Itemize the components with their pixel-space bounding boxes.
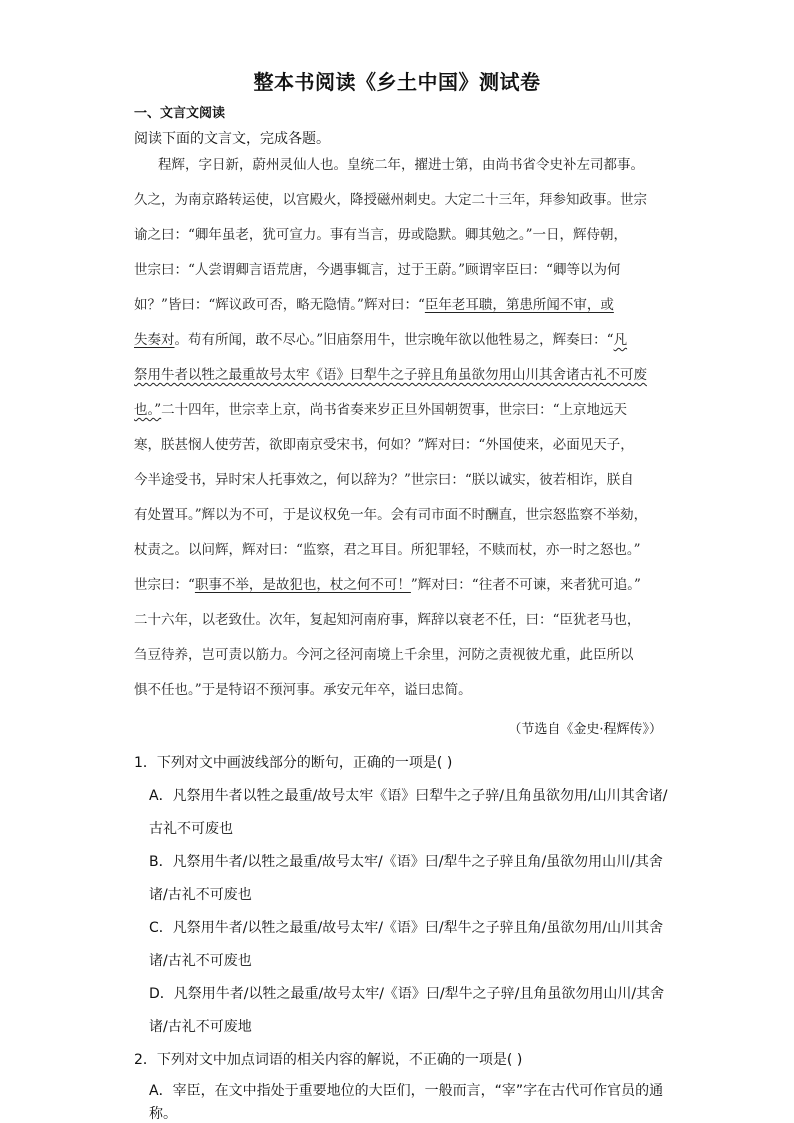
passage-line: 二十六年，以老致仕。次年，复起知河南府事，辉辞以衰老不任，曰：“臣犹老马也， [134,612,641,628]
passage-line: 久之，为南京路转运使，以宫殿火，降授磁州刺史。大定二十三年，拜参知政事。世宗 [134,192,647,208]
passage-line: 谕之曰：“卿年虽老，犹可宣力。事有当言，毋或隐默。卿其勉之。”一日，辉侍朝， [134,227,628,243]
passage-line: 惧不任也。”于是特诏不预河事。承安元年卒，谥曰忠简。 [134,682,472,698]
question-2-option-a[interactable]: A．宰臣，在文中指处于重要地位的大臣们，一般而言，“宰”字在古代可作官员的通 [149,1083,664,1099]
question-1-stem: 1．下列对文中画波线部分的断句，正确的一项是( ) [134,755,453,771]
passage-source: （节选自《金史·程辉传》） [508,722,662,737]
passage-line: 程辉，字日新，蔚州灵仙人也。皇统二年，擢进士第，由尚书省令史补左司都事。 [158,157,644,173]
instruction-text: 阅读下面的文言文，完成各题。 [134,131,330,147]
question-1-option-a[interactable]: A．凡祭用牛者以牲之最重/故号太牢《语》曰犁牛之子骍/且角虽欲勿用/山川其舍诸/ [149,788,668,804]
passage-line: 世宗曰：“人尝谓卿言语荒唐，今遇事辄言，过于王蔚。”顾谓宰臣曰：“卿等以为何 [134,262,621,278]
question-2-option-a-cont: 称。 [149,1106,177,1122]
passage-text: 。苟有所闻，敢不尽心。”旧庙祭用牛，世宗晚年欲以他牲易之，辉奏曰：“ [174,332,614,348]
question-1-option-a-cont: 古礼不可废也 [149,821,233,837]
question-2-stem: 2．下列对文中加点词语的相关内容的解说，不正确的一项是( ) [134,1052,523,1068]
passage-text: 如？”皆曰：“辉议政可否，略无隐情。”辉对曰：“ [134,297,425,313]
question-1-option-d[interactable]: D．凡祭用牛者/以牲之最重/故号太牢/《语》曰/犁牛之子骍/且角虽欲勿用山川/其舍 [149,986,665,1002]
question-1-option-b-cont: 诸/古礼不可废也 [149,887,252,903]
question-1-option-d-cont: 诸/古礼不可废地 [149,1019,252,1035]
page-title: 整本书阅读《乡土中国》测试卷 [253,70,541,94]
wavy-underlined-text: 凡 [613,332,628,348]
underlined-sentence: 职事不举，是故犯也，杖之何不可！ [194,577,411,593]
wavy-underlined-text: 祭用牛者以牲之最重故号太牢《语》曰犁牛之子骍且角虽欲勿用山川其舍诸古礼不可废 [134,367,647,383]
underlined-sentence: 臣年老耳聩，第患所闻不审，或 [424,297,614,313]
passage-line [134,330,627,350]
wavy-underlined-text: 也。” [134,402,162,418]
passage-line: 今半途受书，异时宋人托事效之，何以辞为？”世宗曰：“朕以诚实，彼若相诈，朕自 [134,472,634,488]
passage-text: ”辉对曰：“往者不可谏，来者犹可追。” [410,577,641,593]
passage-text: 世宗曰：“ [134,577,195,593]
passage-line: 刍豆待养，岂可责以筋力。今河之径河南境上千余里，河防之责视彼尤重，此臣所以 [134,647,634,663]
passage-line: 有处置耳。”辉以为不可，于是议权免一年。会有司市面不时酬直，世宗怒监察不举劾， [134,507,648,523]
passage-line [134,400,627,420]
question-1-option-c[interactable]: C．凡祭用牛者/以牲之最重/故号太牢/《语》曰/犁牛之子骍且角/虽欲勿用/山川其舍 [149,920,664,936]
passage-line [134,365,647,385]
passage-line [134,575,641,595]
passage-line [134,295,614,315]
question-1-option-c-cont: 诸/古礼不可废也 [149,953,252,969]
section-heading: 一、文言文阅读 [134,106,226,121]
passage-text: 二十四年，世宗幸上京，尚书省奏来岁正旦外国朝贺事，世宗曰：“上京地远天 [161,402,628,418]
passage-line: 杖责之。以问辉，辉对曰：“监察，君之耳目。所犯罪轻，不赎而杖，亦一时之怒也。” [134,542,641,558]
passage-line: 寒，朕甚悯人使劳苦，欲即南京受宋书，何如？”辉对曰：“外国使来，必面见天子， [134,437,634,453]
underlined-sentence: 失奏对 [134,332,175,348]
question-1-option-b[interactable]: B．凡祭用牛者/以牲之最重/故号太牢/《语》曰/犁牛之子骍且角/虽欲勿用山川/其舍 [149,854,663,870]
